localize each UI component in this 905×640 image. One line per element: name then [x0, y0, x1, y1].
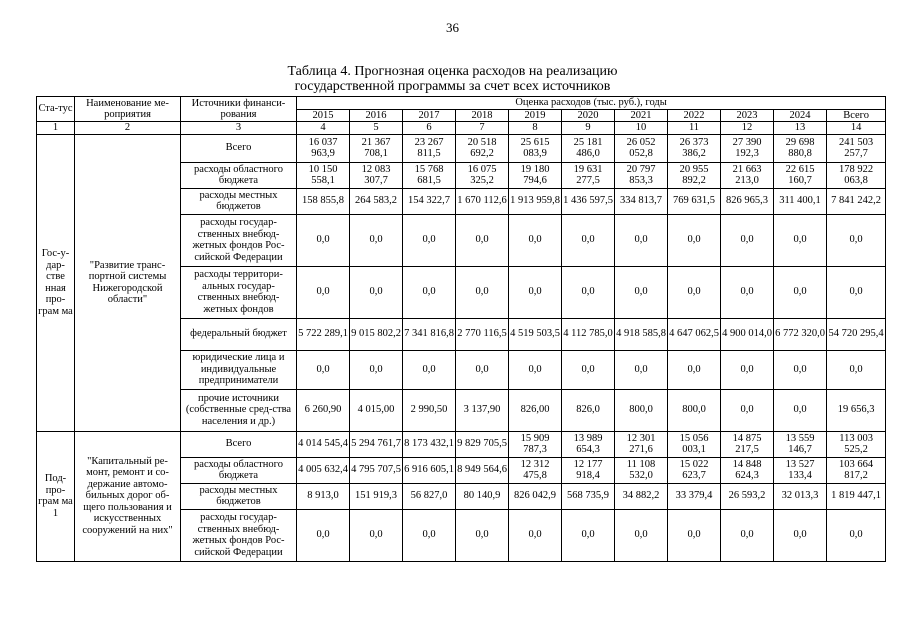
value-cell: 54 720 295,4	[827, 318, 886, 350]
value-cell: 0,0	[827, 350, 886, 389]
value-cell: 5 722 289,1	[297, 318, 350, 350]
value-cell: 0,0	[562, 266, 615, 318]
value-cell: 15 909 787,3	[509, 431, 562, 457]
value-cell: 0,0	[350, 509, 403, 561]
header-column-numbers-row	[37, 122, 886, 135]
title-line-1: Таблица 4. Прогнозная оценка расходов на реализацию	[287, 64, 618, 79]
value-cell: 0,0	[774, 214, 827, 266]
header-source: Источники финанси-рования	[181, 97, 297, 122]
value-cell: 0,0	[403, 509, 456, 561]
value-cell: 27 390 192,3	[721, 134, 774, 162]
value-cell: 1 670 112,6	[456, 188, 509, 214]
value-cell: 4 112 785,0	[562, 318, 615, 350]
value-cell: 568 735,9	[562, 483, 615, 509]
value-cell: 0,0	[721, 266, 774, 318]
value-cell: 158 855,8	[297, 188, 350, 214]
value-cell: 7 841 242,2	[827, 188, 886, 214]
value-cell: 178 922 063,8	[827, 162, 886, 188]
value-cell: 0,0	[456, 214, 509, 266]
funding-source-cell: федеральный бюджет	[181, 318, 297, 350]
value-cell: 4 918 585,8	[615, 318, 668, 350]
value-cell: 80 140,9	[456, 483, 509, 509]
funding-source-cell: расходы государ-ственных внебюд-жетных фондов Рос-сийской Федерации	[181, 214, 297, 266]
value-cell: 16 075 325,2	[456, 162, 509, 188]
funding-source-cell: Всего	[181, 431, 297, 457]
header-status: Ста-тус	[37, 97, 75, 122]
value-cell: 0,0	[403, 266, 456, 318]
value-cell: 0,0	[562, 214, 615, 266]
table-row	[37, 134, 886, 162]
value-cell: 0,0	[774, 389, 827, 431]
value-cell: 21 367 708,1	[350, 134, 403, 162]
value-cell: 20 797 853,3	[615, 162, 668, 188]
header-column-number: 3	[181, 122, 297, 135]
header-year: 2021	[615, 109, 668, 122]
value-cell: 826 042,9	[509, 483, 562, 509]
value-cell: 0,0	[297, 350, 350, 389]
value-cell: 0,0	[456, 266, 509, 318]
value-cell: 0,0	[297, 214, 350, 266]
value-cell: 13 527 133,4	[774, 457, 827, 483]
value-cell: 1 913 959,8	[509, 188, 562, 214]
value-cell: 0,0	[615, 350, 668, 389]
header-column-number: 13	[774, 122, 827, 135]
value-cell: 0,0	[456, 509, 509, 561]
value-cell: 113 003 525,2	[827, 431, 886, 457]
value-cell: 0,0	[509, 509, 562, 561]
value-cell: 0,0	[297, 266, 350, 318]
header-year: 2017	[403, 109, 456, 122]
value-cell: 3 137,90	[456, 389, 509, 431]
value-cell: 9 015 802,2	[350, 318, 403, 350]
value-cell: 4 014 545,4	[297, 431, 350, 457]
value-cell: 4 900 014,0	[721, 318, 774, 350]
value-cell: 32 013,3	[774, 483, 827, 509]
header-year: 2018	[456, 109, 509, 122]
value-cell: 0,0	[350, 266, 403, 318]
value-cell: 19 656,3	[827, 389, 886, 431]
value-cell: 0,0	[509, 214, 562, 266]
value-cell: 21 663 213,0	[721, 162, 774, 188]
value-cell: 0,0	[615, 509, 668, 561]
value-cell: 12 312 475,8	[509, 457, 562, 483]
header-column-number: 12	[721, 122, 774, 135]
funding-source-cell: расходы областного бюджета	[181, 162, 297, 188]
value-cell: 0,0	[721, 350, 774, 389]
value-cell: 0,0	[562, 509, 615, 561]
value-cell: 15 056 003,1	[668, 431, 721, 457]
header-name: Наименование ме-роприятия	[75, 97, 181, 122]
value-cell: 826,0	[562, 389, 615, 431]
funding-source-cell: расходы местных бюджетов	[181, 188, 297, 214]
header-column-number: 4	[297, 122, 350, 135]
value-cell: 0,0	[721, 509, 774, 561]
status-cell: Гос-у-дар-стве нная про-грам ма	[37, 134, 75, 431]
header-column-number: 6	[403, 122, 456, 135]
value-cell: 10 150 558,1	[297, 162, 350, 188]
header-column-number: 9	[562, 122, 615, 135]
value-cell: 0,0	[827, 509, 886, 561]
header-column-number: 7	[456, 122, 509, 135]
value-cell: 0,0	[721, 214, 774, 266]
table-title	[0, 64, 905, 94]
value-cell: 0,0	[403, 214, 456, 266]
table-row	[37, 431, 886, 457]
page-number: 36	[446, 20, 459, 35]
value-cell: 8 173 432,1	[403, 431, 456, 457]
header-column-number: 8	[509, 122, 562, 135]
header-year: 2024	[774, 109, 827, 122]
header-row-1	[37, 97, 886, 110]
value-cell: 8 913,0	[297, 483, 350, 509]
value-cell: 154 322,7	[403, 188, 456, 214]
funding-source-cell: расходы местных бюджетов	[181, 483, 297, 509]
value-cell: 0,0	[615, 266, 668, 318]
value-cell: 0,0	[827, 266, 886, 318]
funding-source-cell: Всего	[181, 134, 297, 162]
value-cell: 25 615 083,9	[509, 134, 562, 162]
value-cell: 56 827,0	[403, 483, 456, 509]
header-column-number: 2	[75, 122, 181, 135]
value-cell: 6 260,90	[297, 389, 350, 431]
value-cell: 0,0	[562, 350, 615, 389]
value-cell: 0,0	[297, 509, 350, 561]
value-cell: 0,0	[668, 509, 721, 561]
funding-source-cell: расходы государ-ственных внебюд-жетных фондов Рос-сийской Федерации	[181, 509, 297, 561]
measure-name-cell: "Капитальный ре-монт, ремонт и со-держание автомо-бильных дорог об-щего пользования и искусственных сооружений на них"	[75, 431, 181, 561]
value-cell: 103 664 817,2	[827, 457, 886, 483]
header-column-number: 11	[668, 122, 721, 135]
header-column-number: 10	[615, 122, 668, 135]
value-cell: 13 989 654,3	[562, 431, 615, 457]
value-cell: 0,0	[509, 266, 562, 318]
value-cell: 4 519 503,5	[509, 318, 562, 350]
value-cell: 12 083 307,7	[350, 162, 403, 188]
value-cell: 151 919,3	[350, 483, 403, 509]
header-column-number: 5	[350, 122, 403, 135]
value-cell: 19 631 277,5	[562, 162, 615, 188]
value-cell: 26 373 386,2	[668, 134, 721, 162]
header-year: 2022	[668, 109, 721, 122]
value-cell: 0,0	[774, 509, 827, 561]
value-cell: 241 503 257,7	[827, 134, 886, 162]
expense-table	[36, 96, 886, 562]
value-cell: 14 848 624,3	[721, 457, 774, 483]
value-cell: 9 829 705,5	[456, 431, 509, 457]
value-cell: 0,0	[350, 214, 403, 266]
value-cell: 4 005 632,4	[297, 457, 350, 483]
value-cell: 33 379,4	[668, 483, 721, 509]
value-cell: 826 965,3	[721, 188, 774, 214]
header-year: 2020	[562, 109, 615, 122]
value-cell: 0,0	[350, 350, 403, 389]
value-cell: 4 647 062,5	[668, 318, 721, 350]
value-cell: 334 813,7	[615, 188, 668, 214]
value-cell: 15 768 681,5	[403, 162, 456, 188]
value-cell: 14 875 217,5	[721, 431, 774, 457]
value-cell: 311 400,1	[774, 188, 827, 214]
header-year: Всего	[827, 109, 886, 122]
value-cell: 20 955 892,2	[668, 162, 721, 188]
value-cell: 0,0	[668, 266, 721, 318]
value-cell: 0,0	[774, 350, 827, 389]
value-cell: 5 294 761,7	[350, 431, 403, 457]
value-cell: 800,0	[668, 389, 721, 431]
value-cell: 2 770 116,5	[456, 318, 509, 350]
value-cell: 800,0	[615, 389, 668, 431]
value-cell: 0,0	[615, 214, 668, 266]
value-cell: 0,0	[403, 350, 456, 389]
value-cell: 7 341 816,8	[403, 318, 456, 350]
value-cell: 19 180 794,6	[509, 162, 562, 188]
value-cell: 11 108 532,0	[615, 457, 668, 483]
funding-source-cell: прочие источники (собственные сред-ства населения и др.)	[181, 389, 297, 431]
value-cell: 1 819 447,1	[827, 483, 886, 509]
value-cell: 6 772 320,0	[774, 318, 827, 350]
value-cell: 26 593,2	[721, 483, 774, 509]
value-cell: 6 916 605,1	[403, 457, 456, 483]
value-cell: 0,0	[668, 350, 721, 389]
value-cell: 20 518 692,2	[456, 134, 509, 162]
value-cell: 0,0	[668, 214, 721, 266]
funding-source-cell: расходы областного бюджета	[181, 457, 297, 483]
value-cell: 0,0	[509, 350, 562, 389]
funding-source-cell: расходы территори-альных государ-ственных внебюд-жетных фондов	[181, 266, 297, 318]
value-cell: 23 267 811,5	[403, 134, 456, 162]
value-cell: 4 015,00	[350, 389, 403, 431]
value-cell: 22 615 160,7	[774, 162, 827, 188]
value-cell: 769 631,5	[668, 188, 721, 214]
header-year: 2016	[350, 109, 403, 122]
value-cell: 826,00	[509, 389, 562, 431]
value-cell: 264 583,2	[350, 188, 403, 214]
table-body	[37, 97, 886, 562]
funding-source-cell: юридические лица и индивидуальные предприниматели	[181, 350, 297, 389]
value-cell: 26 052 052,8	[615, 134, 668, 162]
value-cell: 0,0	[456, 350, 509, 389]
header-year: 2023	[721, 109, 774, 122]
title-line-2: государственной программы за счет всех источников	[294, 79, 611, 94]
value-cell: 29 698 880,8	[774, 134, 827, 162]
value-cell: 15 022 623,7	[668, 457, 721, 483]
status-cell: Под-про-грам ма 1	[37, 431, 75, 561]
value-cell: 4 795 707,5	[350, 457, 403, 483]
value-cell: 1 436 597,5	[562, 188, 615, 214]
value-cell: 16 037 963,9	[297, 134, 350, 162]
value-cell: 0,0	[774, 266, 827, 318]
header-year: 2015	[297, 109, 350, 122]
value-cell: 34 882,2	[615, 483, 668, 509]
value-cell: 25 181 486,0	[562, 134, 615, 162]
value-cell: 13 559 146,7	[774, 431, 827, 457]
header-year: 2019	[509, 109, 562, 122]
value-cell: 0,0	[721, 389, 774, 431]
header-column-number: 14	[827, 122, 886, 135]
value-cell: 0,0	[827, 214, 886, 266]
value-cell: 12 177 918,4	[562, 457, 615, 483]
header-estimate: Оценка расходов (тыс. руб.), годы	[297, 97, 886, 110]
value-cell: 2 990,50	[403, 389, 456, 431]
value-cell: 8 949 564,6	[456, 457, 509, 483]
measure-name-cell: "Развитие транс-портной системы Нижегородской области"	[75, 134, 181, 431]
value-cell: 12 301 271,6	[615, 431, 668, 457]
header-column-number: 1	[37, 122, 75, 135]
